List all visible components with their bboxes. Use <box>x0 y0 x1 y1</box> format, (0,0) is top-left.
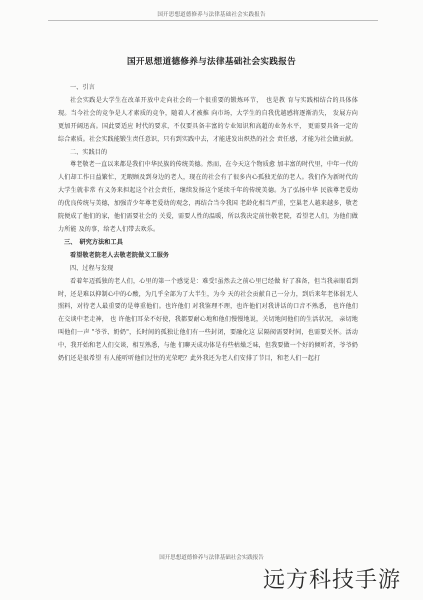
paragraph-intro: 社会实践是大学生在改革开放中走向社会的一个很重要的锻炼环节， 也是教 育与实践相结合的具体体现。当今社会的竞争是人才素质的竞争，随着人才被推 向市场，大学生的自我优越感将逐渐消失， 发展方向更加开阔迅高。国此要适应 时代的要求，不仅要具备丰富的专业知识和高超的业务水平， 更需要具备一定的 综合素质。社会实践能锻生责任意识，只有到实践中去，才能进发出炽热的社会 责任感，才能为社会做贡献。 <box>58 96 358 143</box>
document-title: 国开思想道德修养与法律基础社会实践报告 <box>127 57 296 67</box>
section-heading-methods: 三、 研究方法和工具 <box>64 238 123 246</box>
running-footer: 国开思想道德修养与法律基础社会实践报告 <box>159 555 264 561</box>
section-heading-process: 四、过程与发现 <box>70 264 114 272</box>
watermark-text: 远方科技手游 <box>262 568 401 593</box>
paragraph-purpose: 尊老敬老一直以来都是我们中华民族的传统美德。然而，在今天这个物质愈 加丰富的时代里，中年一代的人们却工作日益繁忙，无暇顾及到身边的老人，现在的社会有了很多内心孤独无依的老人。我们作为新时代的大学生就非常 有义务来担起这个社会责任，继续发扬这个延续千年的传统美德。为了弘扬中华 民族尊老爱幼的优良传统与美德，加强青少年尊老爱幼的观念，再结合当今我国 老龄化相当严重，空巢老人越来越多，敬老院便成了他们的家，他们需要社会的 关爱，需要人性的温暖，所以我决定前往敬老院，看望老人们，为他们做力所能 及的事，给老人们带去欢乐。 <box>58 161 358 233</box>
paragraph-process: 看着年迈孤独的老人们，心里的第一个感觉是：难受!虽然去之前心里已经做 好了准备，但当我亲眼看到时，还是难以抑制心中的心酸，为几乎全部为了大半生，为今 天的社会贡献自己一分力，到后来年老体弱无人照料，对待老人最重要的是尊重他们。也许他们 对我鉴理不理，也许他们对我讲话的口音不熟悉， 也许他们在交谈中老走神， 也 许他们耳朵不好使，我都要耐心地和他们慢慢地说，关切地问他们的生活状况， 亲切地叫他们一声 "爷爷、奶奶"，长时间的孤独让他们有一些封闭，要融化这 层隔阂需要时间，也需要关怀。活动中，我开始和老人们交谈，相互熟悉，与他 们聊天成功体是有些枯燥乏味，但我要做一个好的倾听者，爷爷奶奶们还是很希望 有人能听听他们过往的光荣吧？此外我还为老人们安排了节目，和老人们一起打 <box>58 277 358 363</box>
paragraph-methods: 看望敬老院老人去敬老院做义工服务 <box>70 251 170 259</box>
header-rule <box>48 20 378 21</box>
running-header: 国开思想道德修养与法律基础社会实践报告 <box>157 12 266 18</box>
section-heading-intro: 一、引言 <box>70 84 95 91</box>
section-heading-purpose: 二、实践目的 <box>70 148 108 156</box>
document-body <box>58 82 358 366</box>
